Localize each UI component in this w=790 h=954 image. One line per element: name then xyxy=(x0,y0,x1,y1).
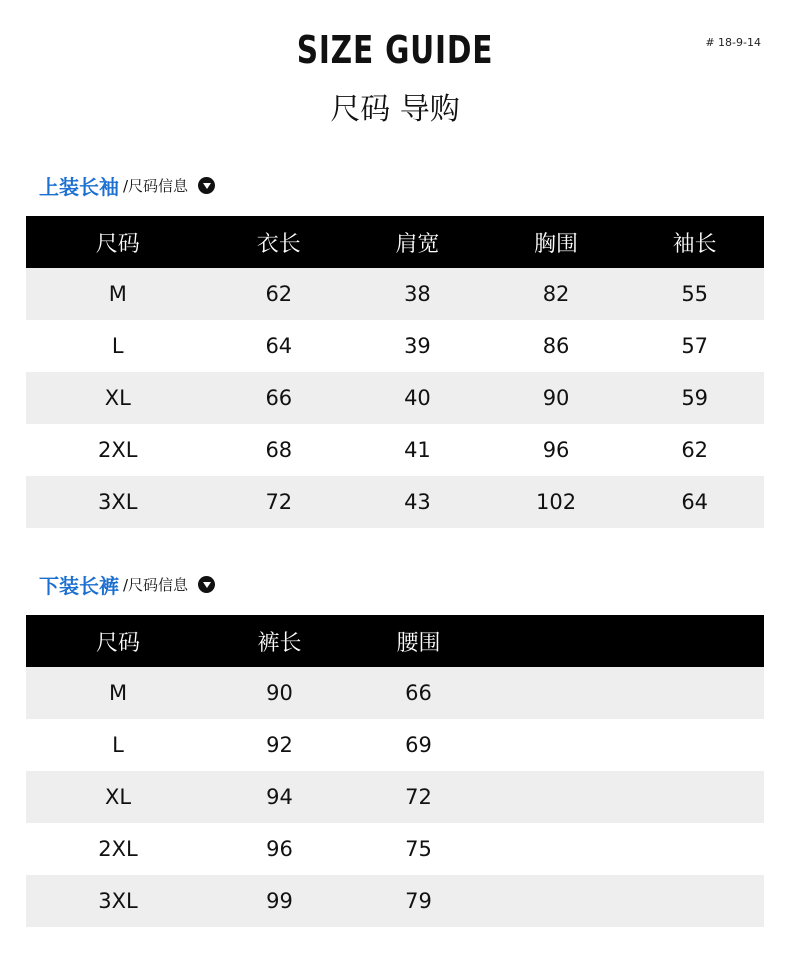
tops-section-title: 上装长袖 xyxy=(39,175,119,199)
table-cell: 68 xyxy=(265,438,293,462)
column-header: 胸围 xyxy=(534,231,579,257)
table-row xyxy=(26,771,764,823)
table-cell: 2XL xyxy=(98,837,138,861)
table-cell: 43 xyxy=(404,490,431,514)
table-cell: 38 xyxy=(404,282,431,306)
table-cell: 62 xyxy=(681,438,709,462)
table-header-row xyxy=(26,216,764,268)
table-row xyxy=(26,875,764,927)
chevron-down-circle-icon[interactable] xyxy=(198,177,215,194)
table-row xyxy=(26,823,764,875)
table-cell: 3XL xyxy=(98,490,138,514)
table-cell: 66 xyxy=(265,386,293,410)
table-cell: 41 xyxy=(404,438,431,462)
bottoms-section-subtitle: /尺码信息 xyxy=(123,576,189,594)
column-header: 尺码 xyxy=(95,630,140,656)
page-title: SIZE GUIDE xyxy=(296,28,494,72)
table-cell: 90 xyxy=(542,386,570,410)
table-cell: 72 xyxy=(265,490,293,514)
table-cell: 102 xyxy=(536,490,577,514)
table-cell: 3XL xyxy=(98,889,138,913)
doc-code: # 18-9-14 xyxy=(705,36,761,49)
table-cell: 86 xyxy=(542,334,570,358)
table-cell: XL xyxy=(104,785,132,809)
page-subtitle: 尺码 导购 xyxy=(330,92,460,127)
column-header: 肩宽 xyxy=(395,231,440,257)
bottoms-section-header[interactable] xyxy=(39,570,215,599)
table-row xyxy=(26,424,764,476)
column-header: 腰围 xyxy=(396,630,441,656)
table-row xyxy=(26,719,764,771)
bottoms-size-table xyxy=(26,615,764,927)
table-cell: XL xyxy=(104,386,131,410)
table-header-row xyxy=(26,615,764,667)
table-cell: L xyxy=(111,334,124,358)
table-cell: L xyxy=(112,733,124,757)
table-cell: 57 xyxy=(681,334,709,358)
table-cell: 99 xyxy=(266,889,293,913)
column-header: 袖长 xyxy=(672,231,717,257)
table-cell: 66 xyxy=(405,681,432,705)
table-row xyxy=(26,268,764,320)
table-cell: 2XL xyxy=(98,438,138,462)
table-cell: 69 xyxy=(405,733,432,757)
table-cell: 62 xyxy=(265,282,293,306)
column-header: 尺码 xyxy=(95,231,140,257)
table-cell: M xyxy=(108,681,128,705)
table-cell: 39 xyxy=(404,334,431,358)
table-cell: 64 xyxy=(681,490,709,514)
table-row xyxy=(26,372,764,424)
table-cell: 96 xyxy=(542,438,570,462)
table-row xyxy=(26,476,764,528)
table-cell: 55 xyxy=(681,282,709,306)
chevron-down-circle-icon[interactable] xyxy=(198,576,215,593)
table-cell: 40 xyxy=(404,386,431,410)
table-cell: 75 xyxy=(405,837,432,861)
table-row xyxy=(26,320,764,372)
table-cell: 90 xyxy=(266,681,293,705)
table-cell: 64 xyxy=(265,334,293,358)
table-cell: 72 xyxy=(405,785,432,809)
column-header: 裤长 xyxy=(257,630,302,656)
bottoms-section-title: 下装长裤 xyxy=(39,574,119,598)
column-header: 衣长 xyxy=(256,231,301,257)
table-cell: 92 xyxy=(266,733,293,757)
table-cell: M xyxy=(108,282,127,306)
table-cell: 82 xyxy=(542,282,570,306)
table-cell: 59 xyxy=(681,386,709,410)
tops-size-table xyxy=(26,216,764,528)
tops-section-header[interactable] xyxy=(39,171,215,200)
table-cell: 79 xyxy=(405,889,432,913)
table-cell: 94 xyxy=(266,785,293,809)
table-cell: 96 xyxy=(266,837,293,861)
tops-section-subtitle: /尺码信息 xyxy=(123,177,189,195)
table-row xyxy=(26,667,764,719)
